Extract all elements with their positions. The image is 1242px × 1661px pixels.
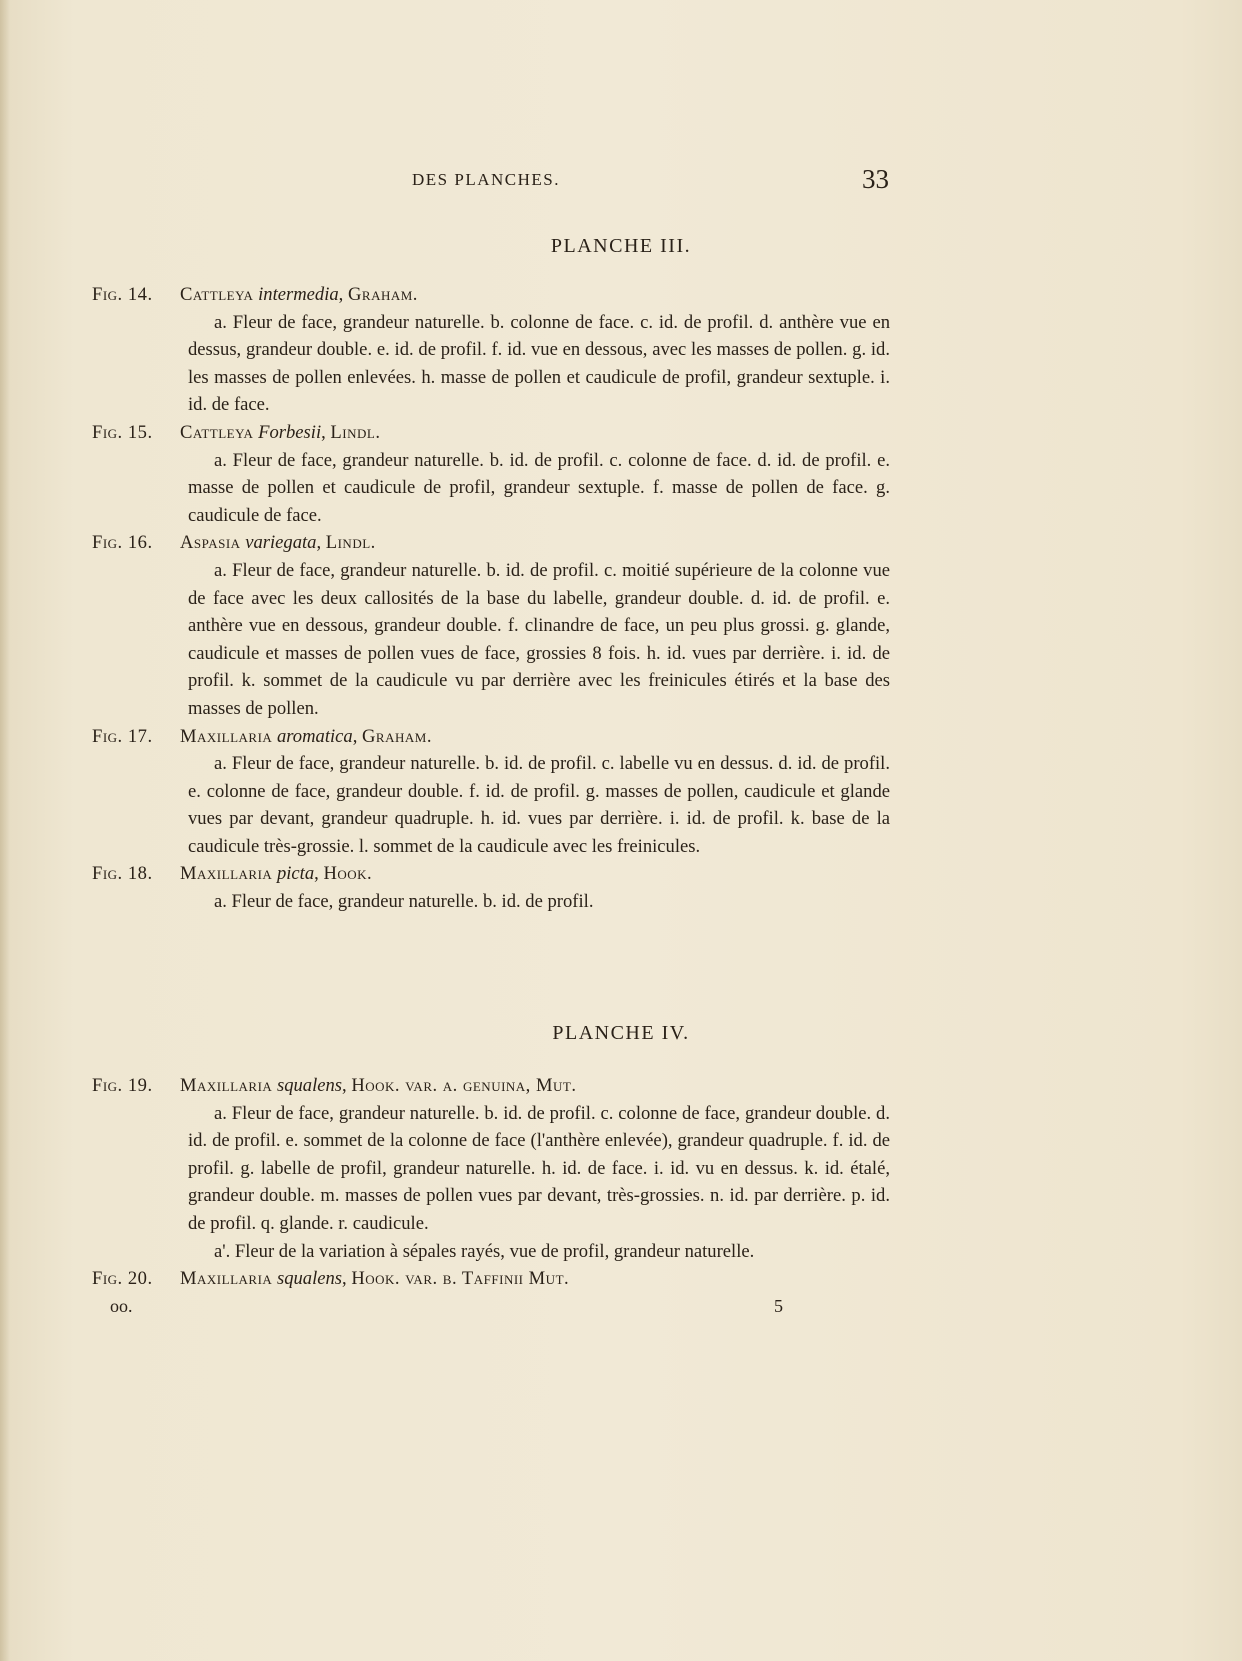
author: Hook. var. b. Taffinii Mut. [351, 1268, 570, 1290]
page-footer [92, 1293, 892, 1321]
species: squalens [276, 1075, 343, 1096]
figure-label: Fig. 20. [92, 1268, 153, 1290]
genus: Maxillaria [180, 725, 273, 747]
figure-entry-14 [92, 281, 892, 309]
species: picta [276, 863, 315, 885]
figure-label: Fig. 18. [92, 863, 153, 885]
author: Graham. [362, 725, 432, 747]
figure-description-variation: a'. Fleur de la variation à sépales rayés, vue de profil, grandeur naturelle. [214, 1240, 755, 1262]
running-head [0, 164, 1242, 196]
species: aromatica [276, 725, 353, 747]
signature-mark: oo. [110, 1295, 133, 1316]
author: Graham. [347, 284, 418, 305]
figure-description: a. Fleur de face, grandeur naturelle. b. id. de profil. c. labelle vu en dessus. d. id. de profil. e. colonne de face, grandeur double. f. id. de profil. g. masses de pollen, caudicule et glande vues par devant, grandeur quadruple. h. id. vues par derrière. i. id. de profil. k. base de la caudicule très-grossie. l. sommet de la caudicule avec les freinicules. [188, 753, 890, 857]
species: Forbesii [258, 421, 322, 443]
figure-label: Fig. 19. [92, 1075, 153, 1096]
figure-label: Fig. 15. [92, 421, 153, 443]
figure-entry-17 [92, 723, 892, 751]
figure-description: a. Fleur de face, grandeur naturelle. b. id. de profil. c. moitié supérieure de la colonne vue de face avec les deux callosités de la base du labelle, grandeur double. d. id. de profil. e. anthère vue en dessous, grandeur double. f. clinandre de face, un peu plus grossi. g. glande, caudicule et masses de pollen vues de face, grossies 8 fois. h. id. vues par derrière. i. id. de profil. k. sommet de la caudicule vu par derrière avec les freinicules étirés et la base des masses de pollen. [188, 559, 890, 719]
plate-iv-entries [92, 1072, 892, 1320]
figure-taxon: Maxillaria squalens, Hook. var. a. genuina, Mut. [180, 1075, 577, 1096]
species: variegata [245, 532, 317, 554]
figure-description: a. Fleur de face, grandeur naturelle. b. id. de profil. c. colonne de face, grandeur double. d. id. de profil. e. sommet de la colonne de face (l'anthère enlevée), grandeur quadruple. f. id. de profil. g. labelle de profil, grandeur naturelle. h. id. de face. i. id. vu en dessus. k. id. étalé, grandeur double. m. masses de pollen vues par devant, très-grossies. n. id. par derrière. p. id. de profil. q. glande. r. caudicule. [188, 1102, 890, 1234]
author: Lindl. [325, 532, 376, 554]
author: Hook. var. a. genuina, Mut. [351, 1075, 577, 1096]
figure-label: Fig. 14. [92, 284, 153, 305]
figure-label: Fig. 16. [92, 532, 153, 554]
author: Lindl. [330, 421, 381, 443]
figure-entry-16 [92, 529, 892, 557]
figure-entry-20 [92, 1265, 892, 1293]
figure-taxon: Cattleya Forbesii, Lindl. [180, 421, 381, 443]
genus: Maxillaria [180, 1075, 273, 1096]
figure-taxon: Maxillaria aromatica, Graham. [180, 725, 432, 747]
page-number: 33 [862, 164, 889, 194]
figure-entry-15 [92, 419, 892, 447]
genus: Maxillaria [180, 863, 273, 885]
genus: Cattleya [180, 284, 254, 305]
figure-entry-19 [92, 1072, 892, 1100]
author: Hook. [323, 863, 373, 885]
figure-description: a. Fleur de face, grandeur naturelle. b. colonne de face. c. id. de profil. d. anthère vue en dessus, grandeur double. e. id. de profil. f. id. vue en dessous, avec les masses de pollen. g. id. les masses de pollen enlevées. h. masse de pollen et caudicule de profil, grandeur sextuple. i. id. de face. [188, 311, 890, 416]
species: squalens [276, 1268, 343, 1290]
figure-description: a. Fleur de face, grandeur naturelle. b. id. de profil. [214, 891, 594, 913]
figure-description: a. Fleur de face, grandeur naturelle. b. id. de profil. c. colonne de face. d. id. de profil. e. masse de pollen et caudicule de profil, grandeur sextuple. f. masse de pollen de face. g. caudicule de face. [188, 449, 890, 526]
genus: Maxillaria [180, 1268, 273, 1290]
species: intermedia [258, 284, 339, 305]
figure-taxon: Maxillaria picta, Hook. [180, 863, 373, 885]
plate-heading-iii: PLANCHE III. [550, 235, 692, 257]
sheet-number: 5 [774, 1295, 783, 1316]
plate-iii-entries [92, 281, 892, 916]
figure-label: Fig. 17. [92, 725, 153, 747]
genus: Cattleya [180, 421, 254, 443]
figure-taxon: Maxillaria squalens, Hook. var. b. Taffinii Mut. [180, 1268, 570, 1290]
figure-taxon: Aspasia variegata, Lindl. [180, 532, 376, 554]
figure-entry-18 [92, 860, 892, 888]
plate-heading-iv: PLANCHE IV. [552, 1022, 690, 1044]
running-title: DES PLANCHES. [412, 170, 560, 189]
genus: Aspasia [180, 532, 241, 554]
figure-taxon: Cattleya intermedia, Graham. [180, 284, 418, 305]
